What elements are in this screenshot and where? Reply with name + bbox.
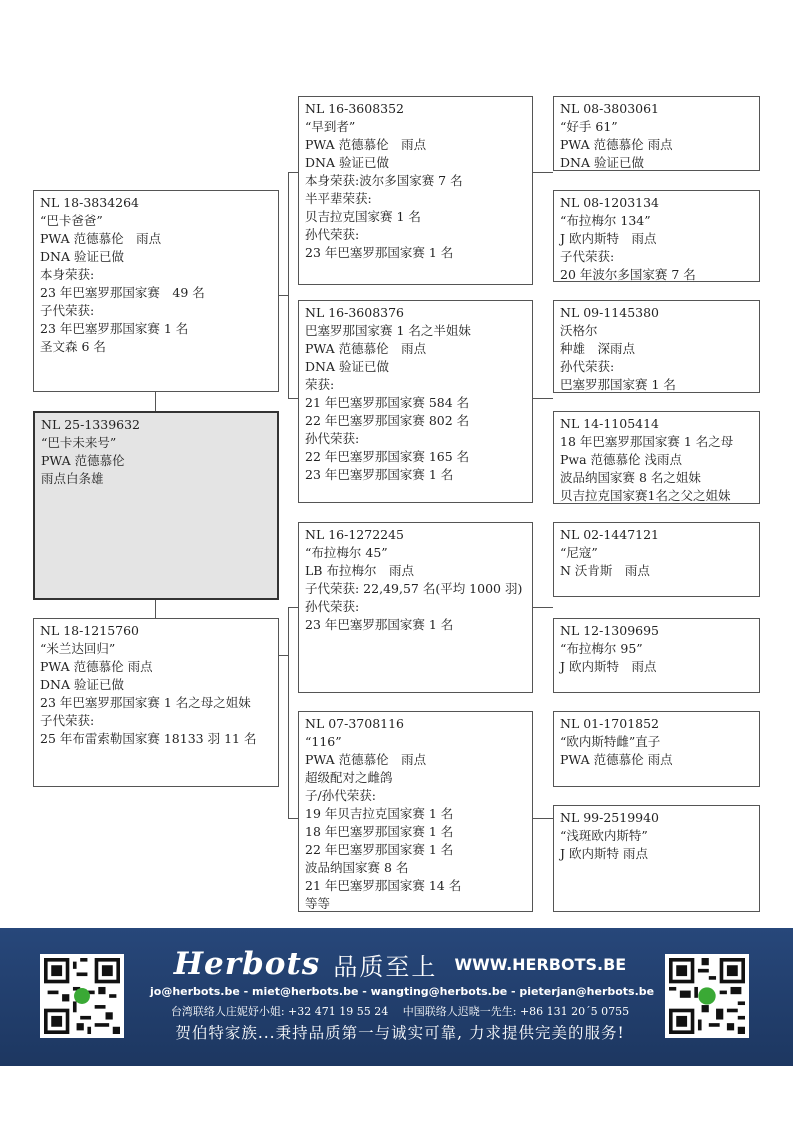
ring-number: NL 01-1701852 [560, 716, 660, 731]
qr-code-icon [44, 958, 120, 1034]
connector-line [533, 818, 553, 819]
ring-number: NL 07-3708116 [305, 716, 405, 731]
sd-dam-box [553, 411, 760, 504]
herbots-logo: Herbots [173, 946, 321, 982]
pedigree-line: 本身荣获:波尔多国家赛 7 名 [305, 173, 463, 188]
pedigree-line: 巴塞罗那国家赛 1 名 [560, 377, 676, 392]
pedigree-line: 圣文森 6 名 [40, 339, 106, 354]
ring-number: NL 16-3608352 [305, 101, 405, 116]
pedigree-line: DNA 验证已做 [40, 249, 124, 264]
wechat-qr-code-right [665, 954, 749, 1038]
pedigree-line: 23 年巴塞罗那国家赛 1 名 [305, 245, 454, 260]
pedigree-line: “布拉梅尔 95” [560, 641, 643, 656]
dam-box [33, 618, 279, 787]
connector-line [288, 398, 298, 399]
pedigree-line: 半平辈荣获: [305, 191, 372, 206]
pedigree-line: DNA 验证已做 [560, 155, 644, 170]
pedigree-line: 沃格尔 [560, 323, 598, 338]
pedigree-line: 22 年巴塞罗那国家赛 1 名 [305, 842, 454, 857]
pedigree-line: “116” [305, 734, 342, 749]
wechat-qr-code-left [40, 954, 124, 1038]
qr-code-icon [669, 958, 745, 1034]
pedigree-line: 波品纳国家赛 8 名之姐妹 [560, 470, 701, 485]
ring-number: NL 99-2519940 [560, 810, 660, 825]
pedigree-line: “布拉梅尔 45” [305, 545, 388, 560]
pedigree-line: 孙代荣获: [305, 431, 360, 446]
dd-dam-box [553, 805, 760, 912]
pedigree-line: “巴卡爸爸” [40, 213, 103, 228]
connector-line [533, 607, 553, 608]
ring-number: NL 18-3834264 [40, 195, 140, 210]
ring-number: NL 02-1447121 [560, 527, 660, 542]
pedigree-line: 23 年巴塞罗那国家赛 1 名 [305, 467, 454, 482]
pedigree-line: 子代荣获: [40, 713, 95, 728]
pedigree-line: DNA 验证已做 [305, 155, 389, 170]
pedigree-line: 巴塞罗那国家赛 1 名之半姐妹 [305, 323, 471, 338]
pedigree-line: 波品纳国家赛 8 名 [305, 860, 409, 875]
pedigree-line: PWA 范德慕伦 雨点 [560, 137, 673, 152]
connector-line [288, 818, 298, 819]
pedigree-line: “布拉梅尔 134” [560, 213, 651, 228]
pedigree-line: PWA 范德慕伦 雨点 [40, 231, 162, 246]
pedigree-line: 孙代荣获: [305, 227, 360, 242]
pedigree-line: PWA 范德慕伦 [41, 453, 125, 468]
pedigree-line: “好手 61” [560, 119, 618, 134]
pedigree-line: 18 年巴塞罗那国家赛 1 名之母 [560, 434, 734, 449]
pedigree-line: PWA 范德慕伦 雨点 [305, 752, 427, 767]
pedigree-line: 21 年巴塞罗那国家赛 584 名 [305, 395, 470, 410]
pedigree-line: 23 年巴塞罗那国家赛 1 名之母之姐妹 [40, 695, 251, 710]
pedigree-line: 雨点白条雄 [41, 471, 104, 486]
pedigree-line: 等等 [305, 896, 331, 911]
pedigree-line: PWA 范德慕伦 雨点 [305, 137, 427, 152]
pedigree-line: “欧内斯特雌”直子 [560, 734, 661, 749]
pedigree-line: 18 年巴塞罗那国家赛 1 名 [305, 824, 454, 839]
pedigree-line: 23 年巴塞罗那国家赛 49 名 [40, 285, 205, 300]
sd-sire-box [553, 300, 760, 393]
pedigree-line: 贝吉拉克国家赛 1 名 [305, 209, 421, 224]
pedigree-line: J 欧内斯特 雨点 [560, 231, 657, 246]
pedigree-line: LB 布拉梅尔 雨点 [305, 563, 414, 578]
pedigree-line: 22 年巴塞罗那国家赛 165 名 [305, 449, 470, 464]
connector-line [155, 600, 156, 618]
brand-row [160, 946, 640, 986]
pedigree-line: N 沃肯斯 雨点 [560, 563, 650, 578]
pedigree-line: PWA 范德慕伦 雨点 [40, 659, 153, 674]
pedigree-line: 本身荣获: [40, 267, 95, 282]
pedigree-line: 20 年波尔多国家赛 7 名 [560, 267, 696, 282]
ring-number: NL 12-1309695 [560, 623, 660, 638]
pedigree-line: 子代荣获: 22,49,57 名(平均 1000 羽) [305, 581, 523, 596]
dam-dam-box [298, 711, 533, 912]
pedigree-line: Pwa 范德慕伦 浅雨点 [560, 452, 683, 467]
ss-dam-box [553, 190, 760, 282]
ring-number: NL 25-1339632 [41, 417, 141, 432]
pedigree-line: DNA 验证已做 [40, 677, 124, 692]
pedigree-line: 孙代荣获: [560, 359, 615, 374]
slogan: 品质至上 [333, 952, 438, 981]
pedigree-line: 25 年布雷索勒国家赛 18133 羽 11 名 [40, 731, 257, 746]
pedigree-line: 贝吉拉克国家赛1名之父之姐妹 [560, 488, 731, 503]
ring-number: NL 18-1215760 [40, 623, 140, 638]
pedigree-line: “巴卡未来号” [41, 435, 117, 450]
ds-sire-box [553, 522, 760, 597]
sire-sire-box [298, 96, 533, 285]
connector-line [288, 172, 289, 399]
ring-number: NL 16-3608376 [305, 305, 405, 320]
pedigree-line: DNA 验证已做 [305, 359, 389, 374]
dam-sire-box [298, 522, 533, 693]
ds-dam-box [553, 618, 760, 693]
pedigree-line: 子代荣获: [560, 249, 615, 264]
pedigree-line: PWA 范德慕伦 雨点 [560, 752, 673, 767]
website-link[interactable]: WWW.HERBOTS.BE [454, 954, 627, 974]
connector-line [533, 172, 553, 173]
pedigree-line: 种雄 深雨点 [560, 341, 636, 356]
ring-number: NL 16-1272245 [305, 527, 405, 542]
motto: 贺伯特家族...秉持品质第一与诚实可靠, 力求提供完美的服务! [175, 1024, 625, 1042]
connector-line [288, 607, 298, 608]
ring-number: NL 14-1105414 [560, 416, 660, 431]
pedigree-line: 荣获: [305, 377, 335, 392]
pedigree-line: J 欧内斯特 雨点 [560, 846, 648, 861]
contact-emails[interactable]: jo@herbots.be - miet@herbots.be - wangting@herbots.be - pieterjan@herbots.be [150, 985, 655, 998]
subject-box [33, 411, 279, 600]
dd-sire-box [553, 711, 760, 787]
connector-line [155, 392, 156, 411]
connector-line [288, 607, 289, 819]
pedigree-line: 子代荣获: [40, 303, 95, 318]
ss-sire-box [553, 96, 760, 171]
pedigree-line: PWA 范德慕伦 雨点 [305, 341, 427, 356]
pedigree-line: 23 年巴塞罗那国家赛 1 名 [305, 617, 454, 632]
sire-box [33, 190, 279, 392]
ring-number: NL 09-1145380 [560, 305, 660, 320]
ring-number: NL 08-3803061 [560, 101, 660, 116]
pedigree-line: “浅斑欧内斯特” [560, 828, 648, 843]
pedigree-line: 21 年巴塞罗那国家赛 14 名 [305, 878, 462, 893]
connector-line [533, 398, 553, 399]
pedigree-line: 孙代荣获: [305, 599, 360, 614]
connector-line [279, 295, 288, 296]
footer-banner [0, 928, 793, 1066]
connector-line [279, 655, 288, 656]
pedigree-line: “尼寇” [560, 545, 598, 560]
pedigree-line: 超级配对之雌鸽 [305, 770, 393, 785]
contact-phones: 台湾联络人庄妮妤小姐: +32 471 19 55 24 中国联络人迟晓一先生: +86 131 20´5 0755 [170, 1005, 630, 1018]
pedigree-line: J 欧内斯特 雨点 [560, 659, 657, 674]
ring-number: NL 08-1203134 [560, 195, 660, 210]
pedigree-line: 19 年贝吉拉克国家赛 1 名 [305, 806, 454, 821]
pedigree-line: “早到者” [305, 119, 356, 134]
pedigree-line: “米兰达回归” [40, 641, 116, 656]
sire-dam-box [298, 300, 533, 503]
connector-line [288, 172, 298, 173]
pedigree-line: 子/孙代荣获: [305, 788, 376, 803]
pedigree-line: 23 年巴塞罗那国家赛 1 名 [40, 321, 189, 336]
pedigree-line: 22 年巴塞罗那国家赛 802 名 [305, 413, 470, 428]
